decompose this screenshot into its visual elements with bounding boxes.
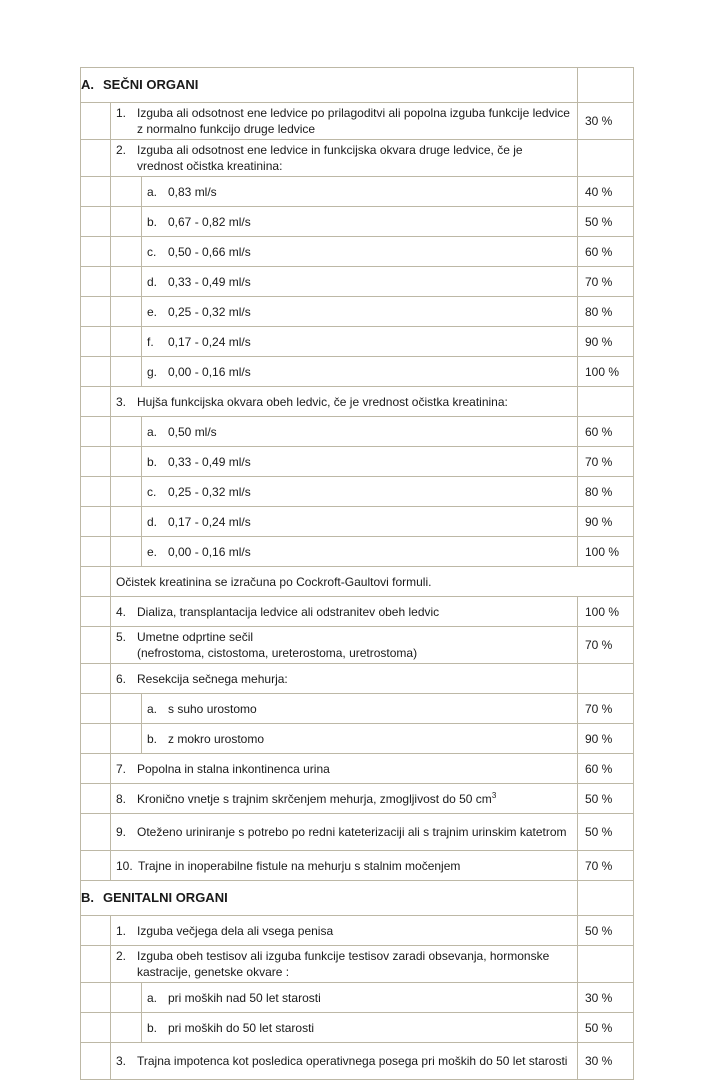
percent-value: 60 % bbox=[578, 417, 634, 447]
sub-text: pri moških do 50 let starosti bbox=[168, 1020, 315, 1035]
percent-cell bbox=[578, 881, 634, 916]
table-row bbox=[81, 597, 634, 627]
item-text: Umetne odprtine sečil bbox=[137, 629, 254, 644]
item-text: Popolna in stalna inkontinenca urina bbox=[137, 761, 330, 776]
percent-value: 60 % bbox=[578, 237, 634, 267]
table-row bbox=[81, 627, 634, 664]
sub-text: s suho urostomo bbox=[168, 701, 257, 716]
sub-row bbox=[81, 724, 634, 754]
percent-value: 70 % bbox=[578, 627, 634, 664]
sub-letter: b. bbox=[147, 454, 158, 469]
percent-cell bbox=[578, 68, 634, 103]
sub-letter: b. bbox=[147, 731, 158, 746]
sub-letter: b. bbox=[147, 1020, 158, 1035]
sub-letter: f. bbox=[147, 334, 154, 349]
item-number: 3. bbox=[116, 1053, 127, 1068]
sub-row bbox=[81, 417, 634, 447]
item-text: Trajna impotenca kot posledica operativnega posega pri moških do 50 let starosti bbox=[137, 1053, 568, 1068]
sub-text: 0,33 - 0,49 ml/s bbox=[168, 274, 251, 289]
percent-value: 50 % bbox=[578, 814, 634, 851]
sub-row bbox=[81, 207, 634, 237]
table-row bbox=[81, 851, 634, 881]
item-number: 6. bbox=[116, 671, 127, 686]
table-row bbox=[81, 1043, 634, 1080]
percent-value: 60 % bbox=[578, 754, 634, 784]
item-text: Resekcija sečnega mehurja: bbox=[137, 671, 288, 686]
sub-text: 0,50 - 0,66 ml/s bbox=[168, 244, 251, 259]
item-number: 2. bbox=[116, 142, 127, 157]
sub-text: 0,25 - 0,32 ml/s bbox=[168, 484, 251, 499]
percent-value: 30 % bbox=[578, 1043, 634, 1080]
sub-row bbox=[81, 694, 634, 724]
sub-letter: a. bbox=[147, 424, 158, 439]
sub-row bbox=[81, 177, 634, 207]
percent-cell bbox=[578, 946, 634, 983]
item-number: 9. bbox=[116, 824, 127, 839]
item-number: 1. bbox=[116, 105, 127, 120]
sub-row bbox=[81, 237, 634, 267]
sub-row bbox=[81, 267, 634, 297]
item-text: Dializa, transplantacija ledvice ali odstranitev obeh ledvic bbox=[137, 604, 440, 619]
sub-letter: c. bbox=[147, 484, 157, 499]
sub-text: 0,17 - 0,24 ml/s bbox=[168, 514, 251, 529]
item-text: Izguba obeh testisov ali izguba funkcije testisov zaradi obsevanja, hormonske kastracije, genetske okvare : bbox=[137, 948, 550, 979]
sub-text: 0,83 ml/s bbox=[168, 184, 217, 199]
sub-text: pri moških nad 50 let starosti bbox=[168, 990, 321, 1005]
table-row bbox=[81, 814, 634, 851]
item-number: 2. bbox=[116, 948, 127, 963]
item-number: 7. bbox=[116, 761, 127, 776]
sub-text: 0,17 - 0,24 ml/s bbox=[168, 334, 251, 349]
sub-text: 0,25 - 0,32 ml/s bbox=[168, 304, 251, 319]
percent-cell bbox=[578, 140, 634, 177]
sub-row bbox=[81, 327, 634, 357]
percent-value: 70 % bbox=[578, 447, 634, 477]
item-number: 5. bbox=[116, 629, 127, 644]
item-number: 4. bbox=[116, 604, 127, 619]
item-text: Oteženo uriniranje s potrebo po redni kateterizaciji ali s trajnim urinskim katetrom bbox=[137, 824, 567, 839]
sub-row bbox=[81, 507, 634, 537]
percent-value: 50 % bbox=[578, 784, 634, 814]
sub-text: 0,33 - 0,49 ml/s bbox=[168, 454, 251, 469]
percent-value: 100 % bbox=[578, 357, 634, 387]
percent-value: 90 % bbox=[578, 724, 634, 754]
sub-letter: d. bbox=[147, 274, 158, 289]
table-row bbox=[81, 784, 634, 814]
table-row bbox=[81, 103, 634, 140]
item-number: 3. bbox=[116, 394, 127, 409]
percent-value: 30 % bbox=[578, 983, 634, 1013]
percent-value: 40 % bbox=[578, 177, 634, 207]
sub-row bbox=[81, 983, 634, 1013]
sub-letter: c. bbox=[147, 244, 157, 259]
item-text: Izguba ali odsotnost ene ledvice po prilagoditvi ali popolna izguba funkcije ledvice z normalno funkcijo druge ledvice bbox=[137, 105, 570, 136]
sub-letter: a. bbox=[147, 990, 158, 1005]
sub-letter: a. bbox=[147, 184, 158, 199]
item-text: Trajne in inoperabilne fistule na mehurju s stalnim močenjem bbox=[138, 858, 461, 873]
item-text: Izguba večjega dela ali vsega penisa bbox=[137, 923, 334, 938]
sub-row bbox=[81, 1013, 634, 1043]
sub-row bbox=[81, 297, 634, 327]
percent-value: 100 % bbox=[578, 537, 634, 567]
superscript: 3 bbox=[491, 790, 497, 800]
sub-text: 0,67 - 0,82 ml/s bbox=[168, 214, 251, 229]
sub-letter: d. bbox=[147, 514, 158, 529]
table-row bbox=[81, 946, 634, 983]
table-row bbox=[81, 916, 634, 946]
percent-value: 80 % bbox=[578, 297, 634, 327]
sub-letter: g. bbox=[147, 364, 158, 379]
sub-row bbox=[81, 477, 634, 507]
table-row bbox=[81, 664, 634, 694]
sub-letter: a. bbox=[147, 701, 158, 716]
percent-value: 90 % bbox=[578, 507, 634, 537]
sub-row bbox=[81, 357, 634, 387]
item-number: 8. bbox=[116, 791, 127, 806]
percent-value: 80 % bbox=[578, 477, 634, 507]
percent-value: 70 % bbox=[578, 694, 634, 724]
disability-table bbox=[80, 67, 634, 1080]
section-letter: B. bbox=[81, 890, 94, 905]
sub-row bbox=[81, 537, 634, 567]
sub-text: z mokro urostomo bbox=[168, 731, 265, 746]
item-text: Izguba ali odsotnost ene ledvice in funkcijska okvara druge ledvice, če je vrednost očistka kreatinina: bbox=[137, 142, 523, 173]
sub-text: 0,00 - 0,16 ml/s bbox=[168, 364, 251, 379]
section-title: GENITALNI ORGANI bbox=[103, 890, 228, 905]
percent-cell bbox=[578, 664, 634, 694]
item-text: Hujša funkcijska okvara obeh ledvic, če je vrednost očistka kreatinina: bbox=[137, 394, 508, 409]
section-b-header bbox=[81, 881, 634, 916]
item-number: 1. bbox=[116, 923, 127, 938]
section-letter: A. bbox=[81, 77, 94, 92]
section-title: SEČNI ORGANI bbox=[103, 77, 199, 92]
table-row bbox=[81, 754, 634, 784]
table-row bbox=[81, 387, 634, 417]
sub-text: 0,50 ml/s bbox=[168, 424, 217, 439]
percent-value: 50 % bbox=[578, 1013, 634, 1043]
percent-cell bbox=[578, 387, 634, 417]
sub-letter: b. bbox=[147, 214, 158, 229]
sub-row bbox=[81, 447, 634, 477]
item-number: 10. bbox=[116, 858, 133, 873]
percent-value: 100 % bbox=[578, 597, 634, 627]
percent-value: 30 % bbox=[578, 103, 634, 140]
sub-letter: e. bbox=[147, 544, 158, 559]
sub-text: 0,00 - 0,16 ml/s bbox=[168, 544, 251, 559]
note-text: Očistek kreatinina se izračuna po Cockroft-Gaultovi formuli. bbox=[111, 567, 634, 597]
item-text-line2: (nefrostoma, cistostoma, ureterostoma, uretrostoma) bbox=[137, 645, 418, 660]
section-a-header bbox=[81, 68, 634, 103]
note-row bbox=[81, 567, 634, 597]
percent-value: 90 % bbox=[578, 327, 634, 357]
table-row bbox=[81, 140, 634, 177]
sub-letter: e. bbox=[147, 304, 158, 319]
percent-value: 50 % bbox=[578, 916, 634, 946]
item-text: Kronično vnetje s trajnim skrčenjem mehurja, zmogljivost do 50 cm bbox=[137, 791, 492, 806]
percent-value: 70 % bbox=[578, 267, 634, 297]
percent-value: 50 % bbox=[578, 207, 634, 237]
percent-value: 70 % bbox=[578, 851, 634, 881]
